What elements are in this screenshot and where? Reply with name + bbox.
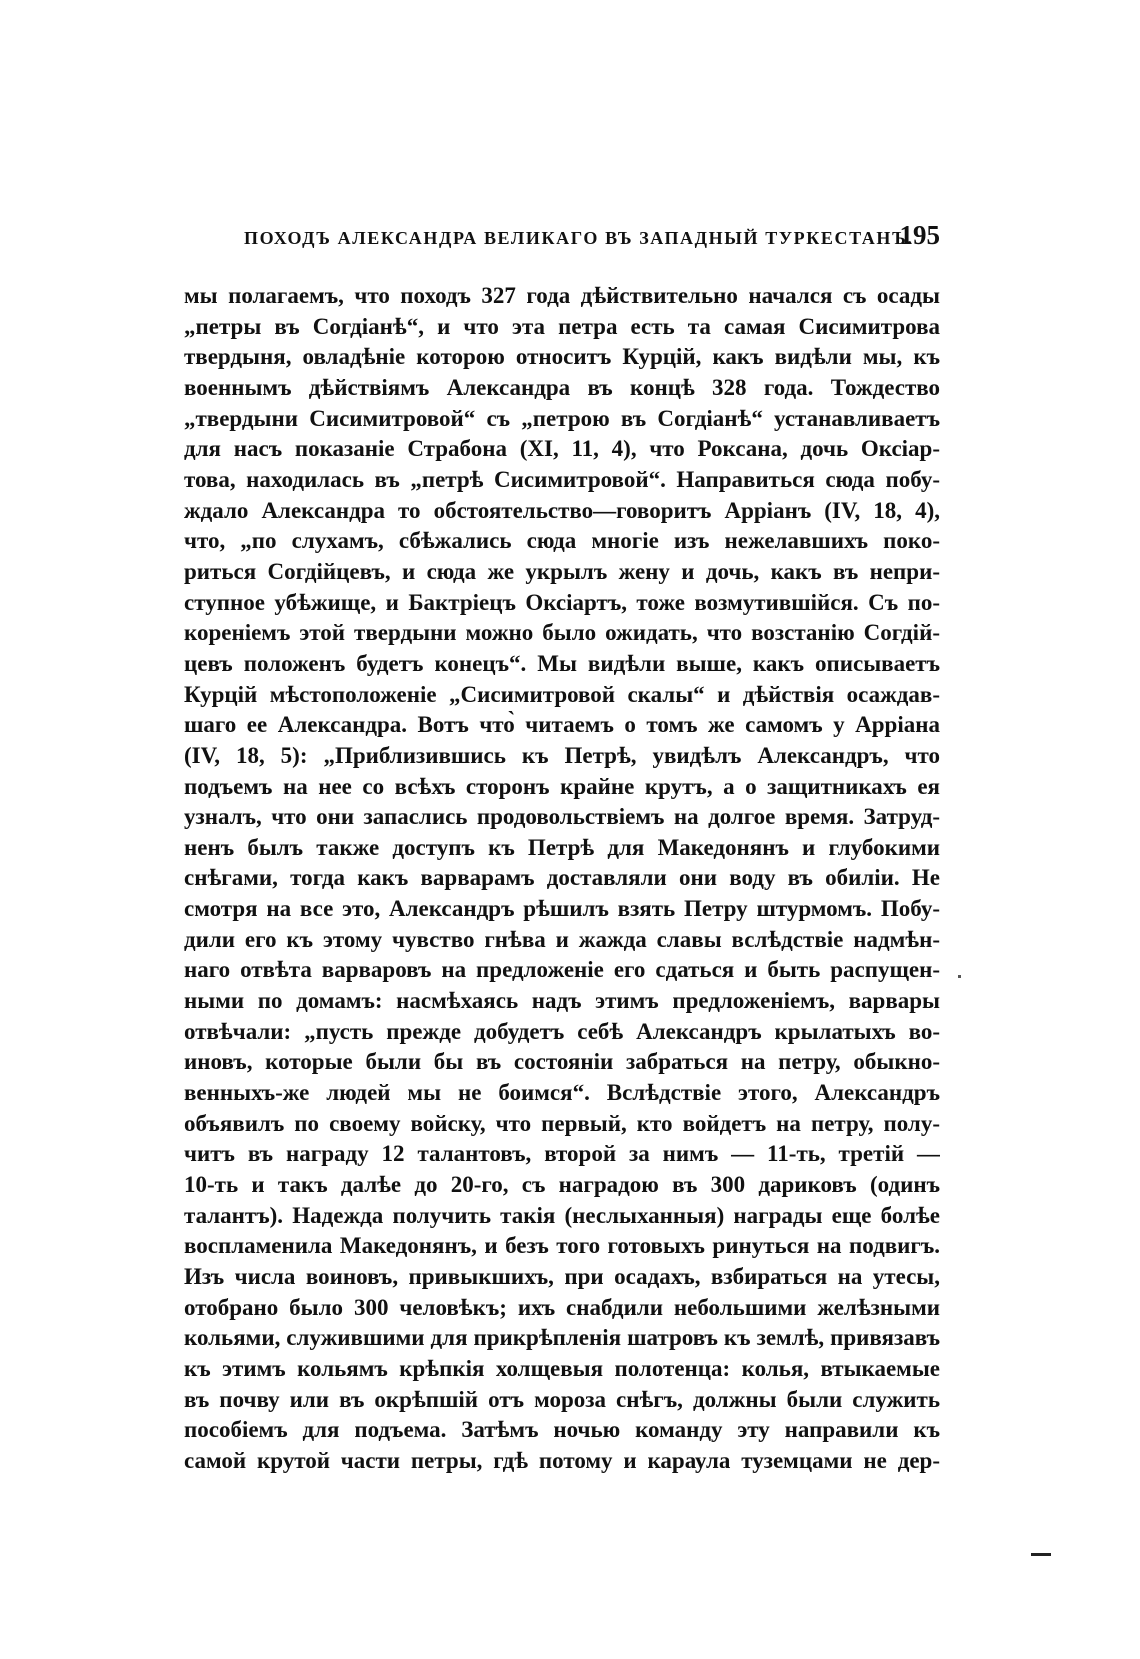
- text-line: Изъ числа воиновъ, привыкшихъ, при осадахъ, взбираться на утесы,: [184, 1264, 940, 1289]
- text-line: Курцій мѣстоположеніе „Сисимитровой скалы“ и дѣйствія осаждав-: [184, 681, 940, 707]
- text-line: риться Согдійцевъ, и сюда же укрылъ жену и дочь, какъ въ непри-: [184, 558, 940, 584]
- text-line: смотря на все это, Александръ рѣшилъ взять Петру штурмомъ. Побу-: [184, 896, 940, 922]
- text-line: (IV, 18, 5): „Приблизившись къ Петрѣ, увидѣлъ Александръ, что: [184, 742, 940, 768]
- text-line: къ этимъ кольямъ крѣпкія холщевыя полотенца: колья, втыкаемые: [184, 1355, 940, 1381]
- text-line: объявилъ по своему войску, что первый, кто войдетъ на петру, полу-: [184, 1110, 940, 1136]
- text-line: снѣгами, тогда какъ варварамъ доставляли они воду въ обиліи. Не: [184, 865, 940, 891]
- print-speck: [958, 975, 961, 978]
- text-line: отвѣчали: „пусть прежде добудетъ себѣ Александръ крылатыхъ во-: [184, 1018, 940, 1044]
- text-line: това, находилась въ „петрѣ Сисимитровой“. Направиться сюда побу-: [184, 466, 940, 492]
- text-line: для насъ показаніе Страбона (XI, 11, 4), что Роксана, дочь Оксіар-: [184, 436, 940, 462]
- text-line: отобрано было 300 человѣкъ; ихъ снабдили небольшими желѣзными: [184, 1294, 940, 1320]
- text-line: „твердыни Сисимитровой“ съ „петрою въ Согдіанѣ“ устанавливаетъ: [184, 405, 940, 431]
- text-line: венныхъ-же людей мы не боимся“. Вслѣдствіе этого, Александръ: [184, 1080, 940, 1106]
- text-line: шаго ее Александра. Вотъ что̀ читаемъ о томъ же самомъ у Арріана: [184, 712, 940, 738]
- text-line: кольями, служившими для прикрѣпленія шатровъ къ землѣ, привязавъ: [184, 1325, 940, 1351]
- text-line: ждало Александра то обстоятельство—говоритъ Арріанъ (IV, 18, 4),: [184, 497, 940, 523]
- text-line: ступное убѣжище, и Бактріецъ Оксіартъ, тоже возмутившійся. Съ по-: [184, 589, 940, 615]
- text-line: пособіемъ для подъема. Затѣмъ ночью команду эту направили къ: [184, 1417, 940, 1443]
- text-line: въ почву или въ окрѣпшій отъ мороза снѣгъ, должны были служить: [184, 1386, 940, 1412]
- text-line: ненъ былъ также доступъ къ Петрѣ для Македонянъ и глубокими: [184, 834, 940, 860]
- text-line: подъемъ на нее со всѣхъ сторонъ крайне крутъ, а о защитникахъ ея: [184, 773, 940, 799]
- text-line: воспламенила Македонянъ, и безъ того готовыхъ ринуться на подвигъ.: [184, 1233, 940, 1259]
- text-line: военнымъ дѣйствіямъ Александра въ концѣ 328 года. Тождество: [184, 374, 940, 400]
- body-text: [184, 281, 940, 1477]
- text-line: самой крутой части петры, гдѣ потому и караула туземцами не дер-: [184, 1447, 940, 1473]
- running-head: [244, 220, 940, 260]
- page-number: 195: [899, 220, 940, 250]
- text-line: наго отвѣта варваровъ на предложеніе его сдаться и быть распущен-: [184, 957, 940, 983]
- text-line: талантъ). Надежда получить такія (неслыханныя) награды еще болѣе: [184, 1202, 940, 1228]
- text-line: иновъ, которые были бы въ состояніи забраться на петру, обыкно-: [184, 1049, 940, 1075]
- text-line: 10-ть и такъ далѣе до 20-го, съ наградою въ 300 дариковъ (одинъ: [184, 1172, 940, 1198]
- text-line: твердыня, овладѣніе которою относитъ Курцій, какъ видѣли мы, къ: [184, 344, 940, 370]
- text-line: „петры въ Согдіанѣ“, и что эта петра есть та самая Сисимитрова: [184, 313, 940, 339]
- text-line: ными по домамъ: насмѣхаясь надъ этимъ предложеніемъ, варвары: [184, 988, 940, 1014]
- text-line: кореніемъ этой твердыни можно было ожидать, что возстанію Согдій-: [184, 620, 940, 646]
- margin-mark: [1031, 1553, 1051, 1556]
- text-line: что, „по слухамъ, сбѣжались сюда многіе изъ нежелавшихъ поко-: [184, 528, 940, 554]
- text-line: мы полагаемъ, что походъ 327 года дѣйствительно начался съ осады: [184, 283, 940, 308]
- running-title: ПОХОДЪ АЛЕКСАНДРА ВЕЛИКАГО ВЪ ЗАПАДНЫЙ ТУРКЕСТАНЪ.: [244, 228, 914, 248]
- text-line: читъ въ награду 12 талантовъ, второй за нимъ — 11-ть, третій —: [184, 1141, 940, 1167]
- text-line: цевъ положенъ будетъ конецъ“. Мы видѣли выше, какъ описываетъ: [184, 650, 940, 676]
- text-line: узналъ, что они запаслись продовольствіемъ на долгое время. Затруд-: [184, 804, 940, 830]
- text-line: дили его къ этому чувство гнѣва и жажда славы вслѣдствіе надмѣн-: [184, 926, 940, 952]
